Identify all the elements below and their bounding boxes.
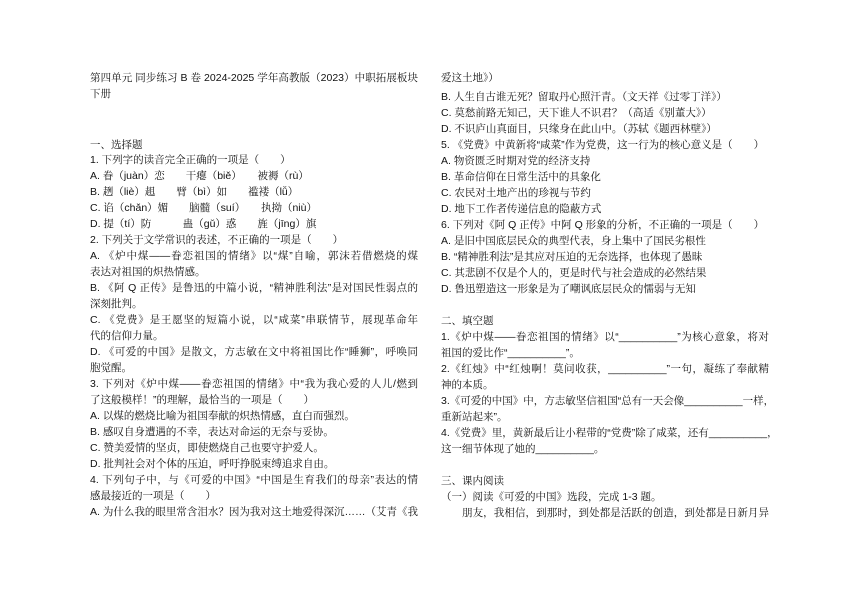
title-line: 第四单元 同步练习 B 卷 2024-2025 学年高教版（2023）中职拓展板块 bbox=[90, 72, 418, 84]
blank-line bbox=[441, 457, 769, 473]
option-d: D. 提（tí）防 蛊（gǔ）惑 旌（jīng）旗 bbox=[90, 218, 317, 230]
title-line: 下册 bbox=[90, 88, 111, 100]
option-a-line-2: 表达对祖国的炽热情感。 bbox=[90, 266, 206, 278]
fill-item-line: 神的本质。 bbox=[441, 379, 494, 391]
fill-item-line: 4.《党费》里，黄新最后让小程带的“党费”除了咸菜，还有__________， bbox=[441, 427, 778, 439]
option-b: B. 《阿 Q 正传》是鲁迅的中篇小说，“精神胜利法”是对国民性弱点的 bbox=[90, 282, 418, 294]
question-item bbox=[90, 376, 418, 472]
fill-section bbox=[441, 313, 778, 457]
option-a: A. 眷（juàn）恋 干瘪（biě） 被褥（rù） bbox=[90, 170, 309, 182]
blank-line bbox=[441, 297, 769, 313]
question-item bbox=[441, 137, 769, 217]
fill-item-line: 重新站起来”。 bbox=[441, 411, 508, 423]
section-heading: 二、填空题 bbox=[441, 315, 494, 327]
fill-item bbox=[441, 425, 778, 457]
reading-prompt: （一）阅读《可爱的中国》选段，完成 1-3 题。 bbox=[441, 491, 662, 503]
option-c-line-2: 代的信仰力量。 bbox=[90, 330, 164, 342]
option-c: C. 赞美爱情的坚贞，即使燃烧自己也要守护爱人。 bbox=[90, 442, 324, 454]
section-heading: 一、选择题 bbox=[90, 139, 143, 151]
option-c: C. 谄（chǎn）媚 脑髓（suí） 执拗（niù） bbox=[90, 202, 317, 214]
question-item bbox=[90, 232, 418, 376]
choice-section-heading bbox=[90, 137, 143, 153]
passage-line: 朋友，我相信，到那时，到处都是活跃的创造，到处都是日新月异 bbox=[462, 507, 769, 519]
reading-section bbox=[441, 473, 769, 521]
option-b-line-2: 深刻批判。 bbox=[90, 298, 143, 310]
option-b: B. 趔（liè）趄 臂（bì）如 褴褛（lǚ） bbox=[90, 186, 299, 198]
fill-item bbox=[441, 361, 769, 393]
question-stem: 1. 下列字的读音完全正确的一项是（ ） bbox=[90, 154, 291, 166]
question-stem-line-2: 了这般模样！”的理解，最恰当的一项是（ ） bbox=[90, 394, 314, 406]
fill-item-line: 祖国的爱比作“__________”。 bbox=[441, 347, 580, 359]
option-a: A. 以煤的燃烧比喻为祖国奉献的炽热情感，直白而强烈。 bbox=[90, 410, 355, 422]
option-d: D. 鲁迅塑造这一形象是为了嘲讽底层民众的懦弱与无知 bbox=[441, 283, 696, 295]
option-d: D. 批判社会对个体的压迫，呼吁挣脱束缚追求自由。 bbox=[90, 458, 335, 470]
fill-item bbox=[441, 393, 775, 425]
option-a: A. 《炉中煤——眷恋祖国的情绪》以“煤”自喻，郭沫若借燃烧的煤 bbox=[90, 250, 418, 262]
document-title bbox=[90, 70, 418, 102]
section-heading: 三、课内阅读 bbox=[441, 475, 504, 487]
question-stem: 3. 下列对《炉中煤——眷恋祖国的情绪》中“我为我心爱的人儿/燃到 bbox=[90, 378, 418, 390]
question-stem: 5. 《党费》中黄新将“咸菜”作为党费，这一行为的核心意义是（ ） bbox=[441, 139, 765, 151]
fill-item-line: 1.《炉中煤——眷恋祖国的情绪》以“__________”为核心意象，将对 bbox=[441, 331, 769, 343]
option-d: D. 地下工作者传递信息的隐蔽方式 bbox=[441, 203, 602, 215]
question-stem: 6. 下列对《阿 Q 正传》中阿 Q 形象的分析，不正确的一项是（ ） bbox=[441, 219, 765, 231]
option-b: B. 人生自古谁无死？留取丹心照汗青。（文天祥《过零丁洋》） bbox=[441, 91, 727, 103]
option-b: B. 革命信仰在日常生活中的具象化 bbox=[441, 171, 601, 183]
fill-item-line: 2.《红烛》中“红烛啊！莫问收获，__________”一句，凝练了奉献精 bbox=[441, 363, 769, 375]
question-item-continued bbox=[441, 89, 769, 137]
option-a: A. 物资匮乏时期对党的经济支持 bbox=[441, 155, 591, 167]
option-c: C. 《党费》是王愿坚的短篇小说，以“咸菜”串联情节，展现革命年 bbox=[90, 314, 418, 326]
option-c: C. 莫愁前路无知己，天下谁人不识君？（高适《别董大》） bbox=[441, 107, 712, 119]
option-a: A. 为什么我的眼里常含泪水？因为我对这土地爱得深沉……（艾青《我 bbox=[90, 506, 418, 518]
left-column-body bbox=[90, 152, 418, 520]
question-stem: 2. 下列关于文学常识的表述，不正确的一项是（ ） bbox=[90, 234, 344, 246]
fill-item-line: 3.《可爱的中国》中，方志敏坚信祖国“总有一天会像__________一样， bbox=[441, 395, 775, 407]
option-b: B. “精神胜利法”是其应对压迫的无奈选择，也体现了愚昧 bbox=[441, 251, 703, 263]
option-b: B. 感叹自身遭遇的不幸，表达对命运的无奈与妥协。 bbox=[90, 426, 334, 438]
question-stem: 4. 下列句子中，与《可爱的中国》“中国是生育我们的母亲”表达的情 bbox=[90, 474, 418, 486]
question-item bbox=[90, 472, 418, 520]
fill-item bbox=[441, 329, 769, 361]
option-a: A. 是旧中国底层民众的典型代表，身上集中了国民劣根性 bbox=[441, 235, 706, 247]
question-item bbox=[90, 152, 418, 232]
option-a-continuation bbox=[441, 70, 499, 86]
option-c: C. 农民对土地产出的珍视与节约 bbox=[441, 187, 591, 199]
option-d: D. 《可爱的中国》是散文，方志敏在文中将祖国比作“睡狮”，呼唤同 bbox=[90, 346, 418, 358]
question-stem-line-2: 感最接近的一项是（ ） bbox=[90, 490, 216, 502]
fill-item-line: 这一细节体现了她的__________。 bbox=[441, 443, 605, 455]
option-c: C. 其悲剧不仅是个人的，更是时代与社会造成的必然结果 bbox=[441, 267, 707, 279]
option-d: D. 不识庐山真面目，只缘身在此山中。（苏轼《题西林壁》） bbox=[441, 123, 717, 135]
option-a-line-2: 爱这土地》） bbox=[441, 72, 499, 84]
question-item bbox=[441, 217, 769, 297]
option-d-line-2: 胞觉醒。 bbox=[90, 362, 132, 374]
right-column-body bbox=[441, 89, 778, 521]
